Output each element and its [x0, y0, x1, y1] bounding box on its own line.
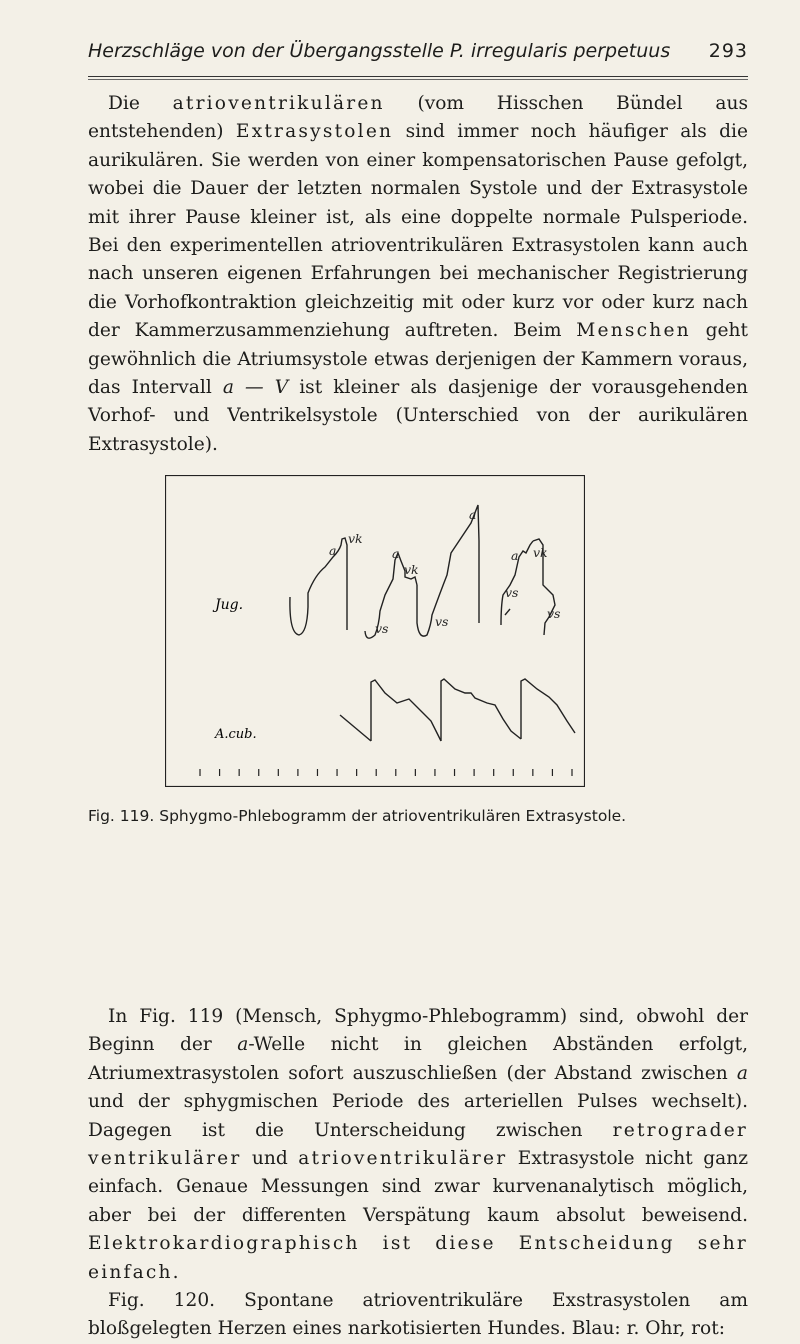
header-rule-thin	[88, 79, 748, 80]
page-number: 293	[708, 40, 748, 62]
svg-text:vk: vk	[404, 562, 419, 577]
figure-119	[165, 475, 585, 787]
running-header	[88, 40, 748, 74]
jug-label: Jug.	[215, 597, 244, 613]
svg-text:vs: vs	[375, 621, 389, 636]
running-title: Herzschläge von der Übergangsstelle P. irregularis perpetuus	[88, 40, 671, 62]
svg-text:vs: vs	[435, 614, 449, 629]
svg-text:a: a	[511, 548, 519, 563]
paragraph-fig119-discussion: In Fig. 119 (Mensch, Sphygmo-Phlebogramm) sind, obwohl der Beginn der a-Welle nicht in gleichen Abständen erfolgt, Atriumextrasystolen sofort auszuschließen (der Abstand zwischen a und der sphygmischen Periode des arteriellen Pulses wechselt). Dagegen ist die Unterscheidung zwischen retrograder ventrikulärer und atrioventrikulärer Extrasystole nicht ganz einfach. Genaue Messungen sind zwar kurvenanalytisch möglich, aber bei der differenten Verspätung kaum absolut beweisend. Elektrokardiographisch ist diese Entscheidung sehr einfach. Fig. 120. Spontane atrioventrikuläre Exstrasystolen am bloßgelegten Herzen eines narkotisierten Hundes. Blau: r. Ohr, rot:	[88, 1006, 749, 1340]
svg-text:a: a	[392, 546, 400, 561]
arterial-trace	[340, 679, 575, 741]
sphygmo-phlebogram	[165, 475, 585, 787]
svg-text:vs: vs	[505, 585, 519, 600]
svg-text:vk: vk	[348, 531, 363, 546]
svg-text:a: a	[469, 507, 477, 522]
jugular-trace	[290, 505, 555, 638]
paragraph-atrioventricular-extrasystoles: Die atrioventrikulären (vom Hisschen Bündel aus entstehenden) Extrasystolen sind immer noch häufiger als die aurikulären. Sie werden von einer kompensatorischen Pause gefolgt, wobei die Dauer der letzten normalen Systole und der Extrasystole mit ihrer Pause kleiner ist, als eine doppelte normale Pulsperiode. Bei den experimentellen atrioventrikulären Extrasystolen kann auch nach unseren eigenen Erfahrungen bei mechanischer Registrierung die Vorhofkontraktion gleichzeitig mit oder kurz vor oder kurz nach der Kammerzusammenziehung auftreten. Beim Menschen geht gewöhnlich die Atriumsystole etwas derjenigen der Kammern voraus, das Intervall a — V ist kleiner als dasjenige der vorausgehenden Vorhof- und Ventrikelsystole (Unterschied von der aurikulären Extrasystole).	[88, 93, 749, 455]
svg-text:vs: vs	[547, 606, 561, 621]
svg-text:vk: vk	[533, 545, 548, 560]
figure-caption: Fig. 119. Sphygmo-Phlebogramm der atrioventrikulären Extrasystole.	[88, 807, 627, 825]
svg-text:a: a	[329, 543, 337, 558]
wave-labels	[329, 507, 560, 636]
acub-label: A.cub.	[215, 727, 257, 742]
time-marks	[200, 769, 572, 776]
header-rule	[88, 76, 748, 77]
